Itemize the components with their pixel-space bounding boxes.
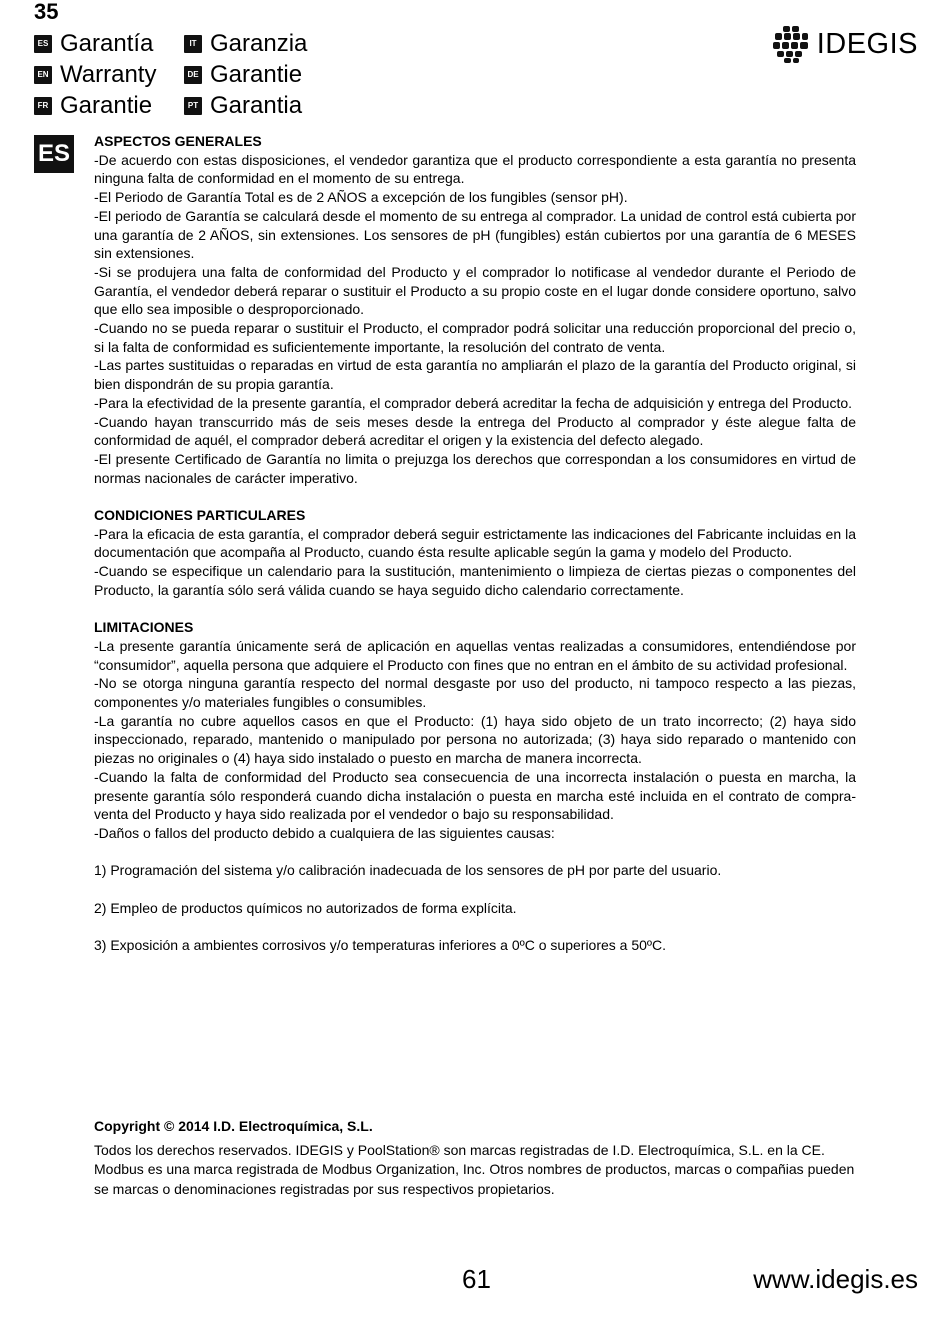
paragraph: -El presente Certificado de Garantía no limita o prejuzga los derechos que correspondan a los consumidores en virtud de normas nacionales de carácter imperativo. bbox=[94, 450, 856, 486]
paragraph: -Las partes sustituidas o reparadas en virtud de esta garantía no ampliarán el plazo de la garantía del Producto original, si bien dispondrán de su propia garantía. bbox=[94, 357, 856, 393]
logo-text: IDEGIS bbox=[816, 27, 918, 60]
paragraph: -Cuando la falta de conformidad del Producto sea consecuencia de una incorrecta instalación o puesta en marcha, la presente garantía sólo responderá cuando dicha instalación o puesta en marcha esté incluida en el contrato de compra-venta del Producto y haya sido realizada por el vendedor o bajo su responsabilidad. bbox=[94, 768, 856, 823]
section-heading-general: ASPECTOS GENERALES bbox=[94, 133, 262, 149]
lang-label: Garantía bbox=[60, 29, 154, 57]
cause-item: 3) Exposición a ambientes corrosivos y/o temperaturas inferiores a 0ºC o superiores a 50ºC. bbox=[94, 937, 667, 954]
lang-title-en bbox=[34, 61, 184, 89]
lang-title-it bbox=[184, 30, 354, 58]
idegis-logo bbox=[771, 24, 918, 64]
flag-it-icon: IT bbox=[184, 35, 202, 53]
paragraph: -No se otorga ninguna garantía respecto del normal desgaste por uso del producto, ni tampoco respecto a las piezas, componentes y/o materiales fungibles o consumibles. bbox=[94, 675, 856, 711]
paragraph: -El periodo de Garantía se calculará desde el momento de su entrega al comprador. La unidad de control está cubierta por una garantía de 2 AÑOS, sin extensiones. Los sensores de pH (fungibles) están cubiertos por una garantía de 6 MESES sin extensiones. bbox=[94, 207, 856, 262]
paragraph: -Cuando se especifique un calendario para la sustitución, mantenimiento o limpieza de ciertas piezas o componentes del Producto, la garantía sólo será válida cuando se haya seguido dicho calendario correctamente. bbox=[94, 563, 856, 598]
flag-en-icon: EN bbox=[34, 66, 52, 84]
paragraph: -De acuerdo con estas disposiciones, el vendedor garantiza que el producto correspondiente a esta garantía no presenta ninguna falta de conformidad en el momento de su entrega. bbox=[94, 151, 856, 187]
copyright-heading: Copyright © 2014 I.D. Electroquímica, S.L. bbox=[94, 1118, 373, 1134]
language-badge: ES bbox=[34, 135, 74, 173]
lang-title-fr bbox=[34, 92, 184, 120]
paragraph: -Cuando hayan transcurrido más de seis meses desde la entrega del Producto al comprador y éste alegue falta de conformidad de aquél, el comprador deberá acreditar el origen y la existencia del defecto alegado. bbox=[94, 413, 856, 449]
page-number: 61 bbox=[462, 1264, 491, 1294]
idegis-logo-icon bbox=[771, 24, 811, 64]
lang-label: Garantie bbox=[210, 60, 303, 88]
paragraph: -La garantía no cubre aquellos casos en que el Producto: (1) haya sido objeto de un trato incorrecto; (2) haya sido inspeccionado, reparado, mantenido o manipulado por persona no autorizada; (3) haya sido reparado o mantenido con piezas no originales o (4) haya sido instalado o puesto en marcha de manera incorrecta. bbox=[94, 712, 856, 767]
section-heading-limitations: LIMITACIONES bbox=[94, 619, 194, 636]
paragraph: -Para la eficacia de esta garantía, el comprador deberá seguir estrictamente las indicaciones del Fabricante incluidas en la documentación que acompaña al Producto, cuando ésta resulte aplicable según la gama y modelo del Producto. bbox=[94, 525, 856, 561]
lang-title-es bbox=[34, 30, 184, 58]
cause-item: 2) Empleo de productos químicos no autorizados de forma explícita. bbox=[94, 899, 517, 916]
cause-item: 1) Programación del sistema y/o calibración inadecuada de los sensores de pH por parte del usuario. bbox=[94, 862, 722, 879]
flag-es-icon: ES bbox=[34, 35, 52, 53]
lang-label: Garantia bbox=[210, 91, 303, 119]
section-number: 35 bbox=[34, 0, 59, 24]
flag-fr-icon: FR bbox=[34, 97, 52, 115]
website-url: www.idegis.es bbox=[753, 1264, 918, 1294]
flag-pt-icon: PT bbox=[184, 97, 202, 115]
flag-de-icon: DE bbox=[184, 66, 202, 84]
paragraph: -Daños o fallos del producto debido a cualquiera de las siguientes causas: bbox=[94, 824, 555, 841]
paragraph: -Cuando no se pueda reparar o sustituir el Producto, el comprador podrá solicitar una reducción proporcional del precio o, si la falta de conformidad es suficientemente importante, la resolución del contrato de venta. bbox=[94, 320, 856, 355]
paragraph: -El Periodo de Garantía Total es de 2 AÑOS a excepción de los fungibles (sensor pH). bbox=[94, 189, 628, 206]
warranty-text bbox=[94, 132, 856, 955]
copyright-text: Todos los derechos reservados. IDEGIS y PoolStation® son marcas registradas de I.D. Electroquímica, S.L. en la CE. Modbus es una marca registrada de Modbus Organization, Inc. Otros nombres de productos, marcas o compañias pueden se marcas o denominaciones registradas por sus respectivos propietarios. bbox=[94, 1141, 855, 1197]
paragraph: -Si se produjera una falta de conformidad del Producto y el comprador lo notificase al vendedor durante el Periodo de Garantía, el vendedor deberá reparar o sustituir el Producto a su propio coste en el lugar donde considere oportuno, salvo que ello sea imposible o desproporcionado. bbox=[94, 263, 856, 318]
section-heading-particular: CONDICIONES PARTICULARES bbox=[94, 507, 306, 524]
paragraph: -Para la efectividad de la presente garantía, el comprador deberá acreditar la fecha de adquisición y entrega del Producto. bbox=[94, 394, 853, 411]
lang-title-pt bbox=[184, 92, 354, 120]
lang-label: Garantie bbox=[60, 91, 153, 119]
copyright-block bbox=[94, 1117, 856, 1199]
lang-label: Warranty bbox=[60, 60, 157, 88]
language-titles bbox=[34, 28, 354, 121]
lang-title-de bbox=[184, 61, 354, 89]
paragraph: -La presente garantía únicamente será de aplicación en aquellas ventas realizadas a consumidores, entendiéndose por “consumidor”, aquella persona que adquiere el Producto con fines que no entran en el ámbito de su actividad profesional. bbox=[94, 637, 856, 673]
lang-label: Garanzia bbox=[210, 29, 308, 57]
